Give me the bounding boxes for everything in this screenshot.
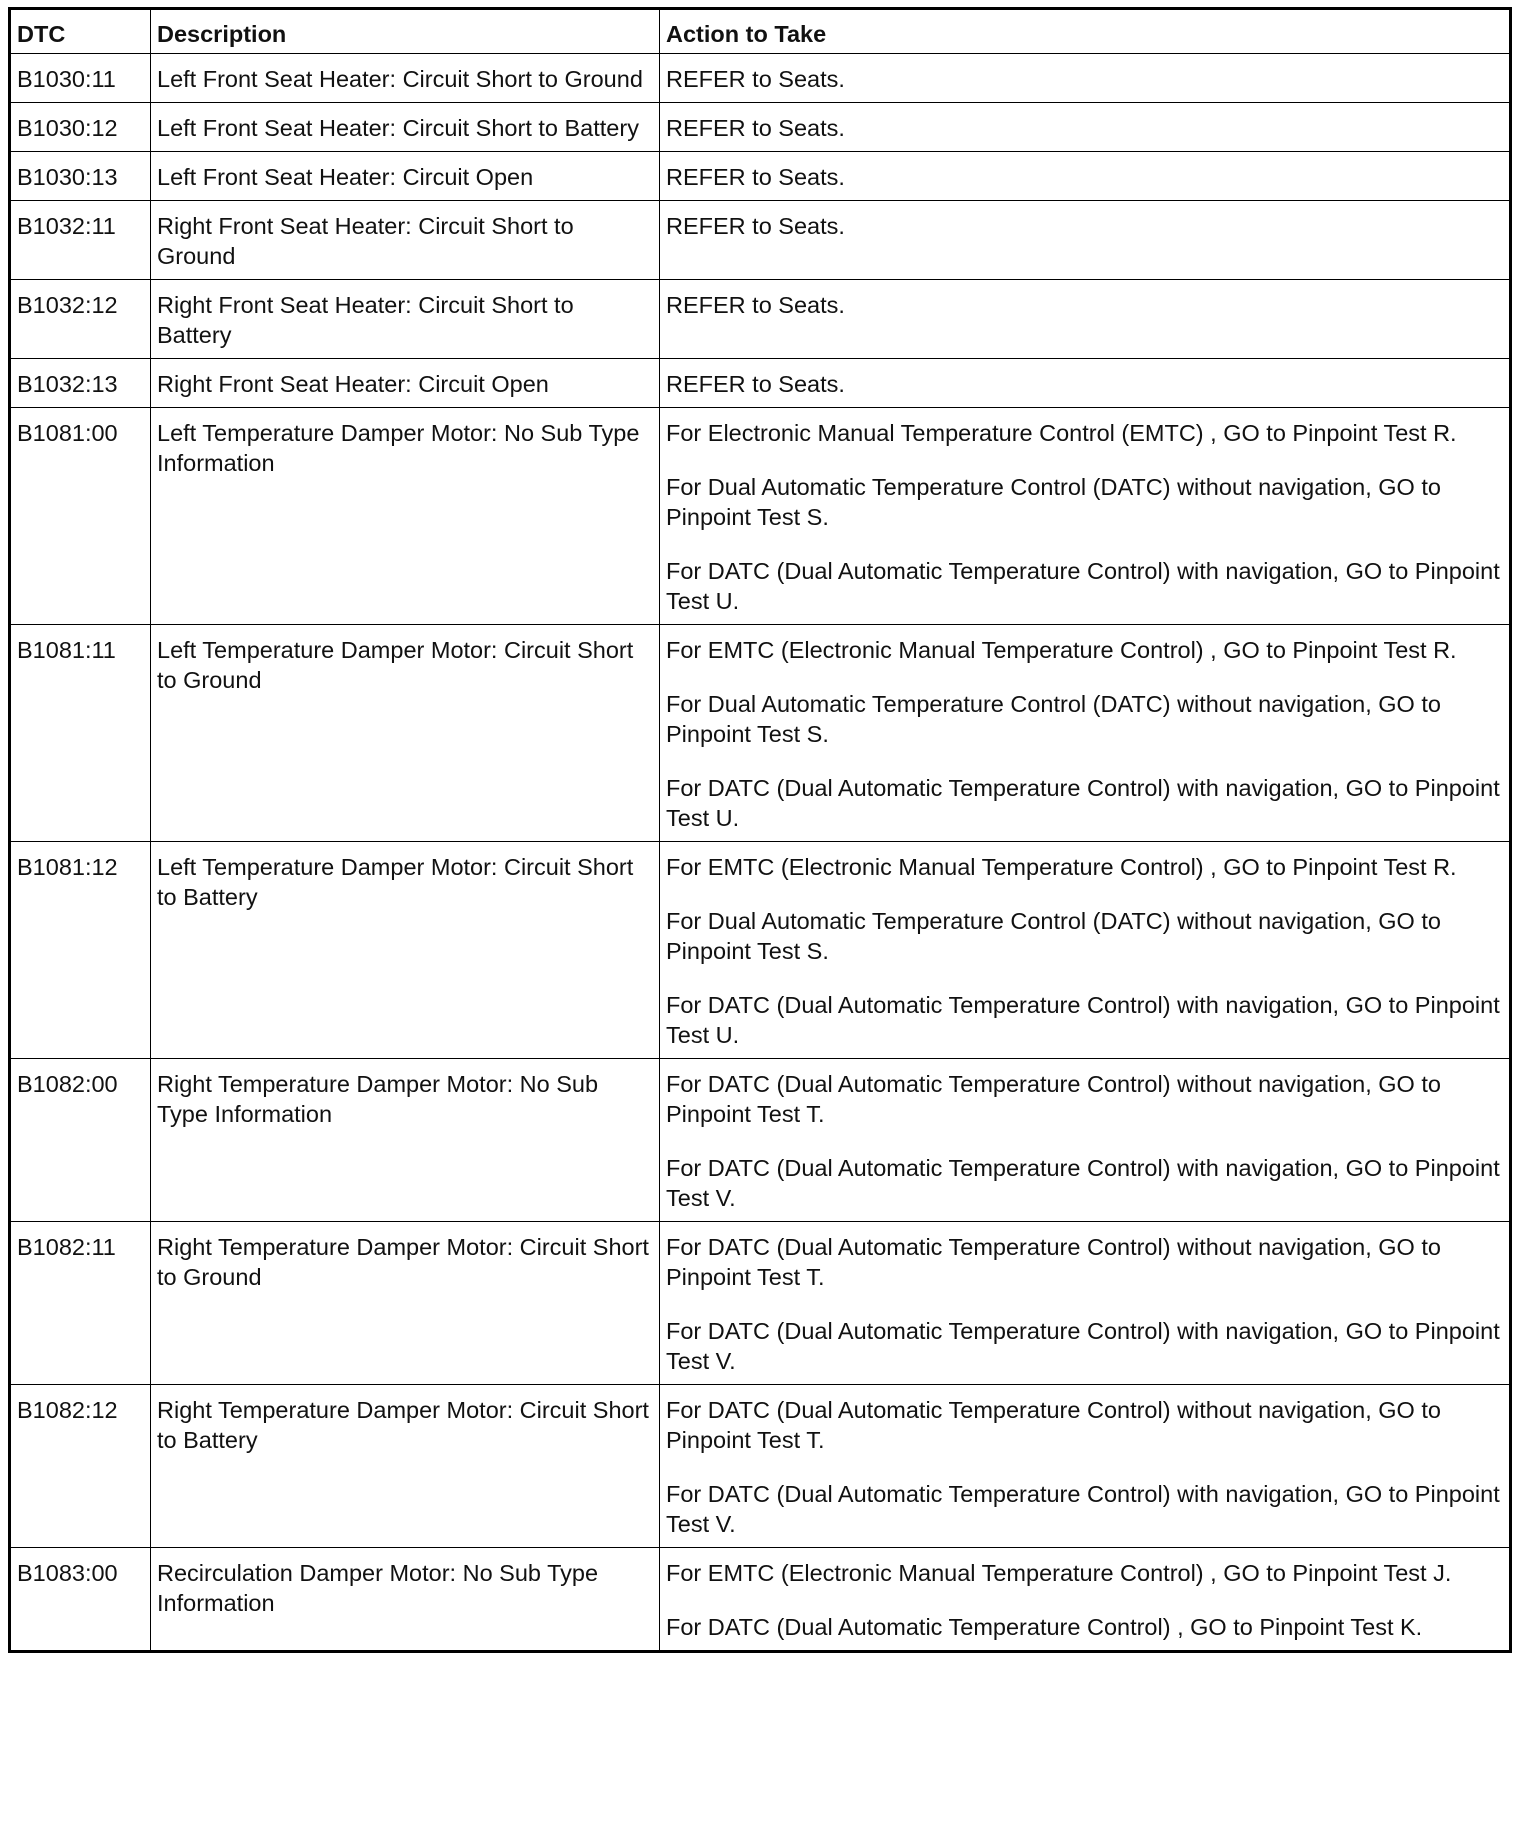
action-text: REFER to Seats. xyxy=(666,115,845,141)
dtc-code-cell: B1030:11 xyxy=(10,54,151,103)
action-text: For DATC (Dual Automatic Temperature Control) without navigation, GO to Pinpoint Test T. xyxy=(666,1397,1441,1453)
action-cell xyxy=(660,280,1511,359)
dtc-code-cell: B1081:11 xyxy=(10,625,151,842)
action-text: For DATC (Dual Automatic Temperature Control) with navigation, GO to Pinpoint Test U. xyxy=(666,775,1500,831)
action-text: For Electronic Manual Temperature Control (EMTC) , GO to Pinpoint Test R. xyxy=(666,420,1457,446)
table-row xyxy=(10,1385,1511,1548)
action-text: REFER to Seats. xyxy=(666,292,845,318)
dtc-code-cell: B1032:11 xyxy=(10,201,151,280)
table-row xyxy=(10,201,1511,280)
action-text: REFER to Seats. xyxy=(666,66,845,92)
table-header xyxy=(10,9,1511,54)
action-cell xyxy=(660,842,1511,1059)
dtc-code-cell: B1083:00 xyxy=(10,1548,151,1652)
table-row xyxy=(10,408,1511,625)
action-text: For DATC (Dual Automatic Temperature Control) without navigation, GO to Pinpoint Test T. xyxy=(666,1071,1441,1127)
table-body xyxy=(10,54,1511,1652)
action-text: For Dual Automatic Temperature Control (DATC) without navigation, GO to Pinpoint Test S. xyxy=(666,691,1441,747)
action-cell xyxy=(660,625,1511,842)
table-row xyxy=(10,625,1511,842)
dtc-code-cell: B1030:12 xyxy=(10,103,151,152)
dtc-code-cell: B1082:11 xyxy=(10,1222,151,1385)
action-text: For Dual Automatic Temperature Control (DATC) without navigation, GO to Pinpoint Test S. xyxy=(666,908,1441,964)
dtc-code-cell: B1032:13 xyxy=(10,359,151,408)
table-row xyxy=(10,103,1511,152)
description-cell: Right Temperature Damper Motor: No Sub Type Information xyxy=(151,1059,660,1222)
description-cell: Left Temperature Damper Motor: Circuit Short to Ground xyxy=(151,625,660,842)
table-row xyxy=(10,1222,1511,1385)
table-row xyxy=(10,152,1511,201)
action-text: REFER to Seats. xyxy=(666,213,845,239)
description-cell: Left Temperature Damper Motor: Circuit Short to Battery xyxy=(151,842,660,1059)
table-row xyxy=(10,359,1511,408)
description-cell: Right Temperature Damper Motor: Circuit Short to Battery xyxy=(151,1385,660,1548)
dtc-table xyxy=(8,7,1512,1653)
action-text: For DATC (Dual Automatic Temperature Control) with navigation, GO to Pinpoint Test V. xyxy=(666,1318,1500,1374)
description-cell: Right Temperature Damper Motor: Circuit Short to Ground xyxy=(151,1222,660,1385)
action-text: For DATC (Dual Automatic Temperature Control) without navigation, GO to Pinpoint Test T. xyxy=(666,1234,1441,1290)
column-header-action: Action to Take xyxy=(660,9,1511,54)
table-row xyxy=(10,1059,1511,1222)
action-text: For EMTC (Electronic Manual Temperature Control) , GO to Pinpoint Test R. xyxy=(666,637,1457,663)
table-row xyxy=(10,280,1511,359)
action-text: For DATC (Dual Automatic Temperature Control) with navigation, GO to Pinpoint Test U. xyxy=(666,992,1500,1048)
dtc-code-cell: B1030:13 xyxy=(10,152,151,201)
description-cell: Left Temperature Damper Motor: No Sub Type Information xyxy=(151,408,660,625)
description-cell: Left Front Seat Heater: Circuit Short to Battery xyxy=(151,103,660,152)
action-cell xyxy=(660,103,1511,152)
header-row xyxy=(10,9,1511,54)
description-cell: Right Front Seat Heater: Circuit Open xyxy=(151,359,660,408)
description-cell: Right Front Seat Heater: Circuit Short to Ground xyxy=(151,201,660,280)
description-cell: Left Front Seat Heater: Circuit Short to Ground xyxy=(151,54,660,103)
action-cell xyxy=(660,201,1511,280)
dtc-code-cell: B1082:00 xyxy=(10,1059,151,1222)
action-text: For DATC (Dual Automatic Temperature Control) with navigation, GO to Pinpoint Test V. xyxy=(666,1481,1500,1537)
action-text: REFER to Seats. xyxy=(666,371,845,397)
dtc-code-cell: B1082:12 xyxy=(10,1385,151,1548)
dtc-code-cell: B1032:12 xyxy=(10,280,151,359)
action-text: For Dual Automatic Temperature Control (DATC) without navigation, GO to Pinpoint Test S. xyxy=(666,474,1441,530)
description-cell: Recirculation Damper Motor: No Sub Type Information xyxy=(151,1548,660,1652)
dtc-code-cell: B1081:12 xyxy=(10,842,151,1059)
action-text: For EMTC (Electronic Manual Temperature Control) , GO to Pinpoint Test J. xyxy=(666,1560,1452,1586)
column-header-dtc: DTC xyxy=(10,9,151,54)
action-cell xyxy=(660,1222,1511,1385)
table-row xyxy=(10,54,1511,103)
action-cell xyxy=(660,1059,1511,1222)
column-header-description: Description xyxy=(151,9,660,54)
action-text: For EMTC (Electronic Manual Temperature Control) , GO to Pinpoint Test R. xyxy=(666,854,1457,880)
action-text: For DATC (Dual Automatic Temperature Control) with navigation, GO to Pinpoint Test U. xyxy=(666,558,1500,614)
action-text: REFER to Seats. xyxy=(666,164,845,190)
description-cell: Left Front Seat Heater: Circuit Open xyxy=(151,152,660,201)
table-row xyxy=(10,842,1511,1059)
action-cell xyxy=(660,1548,1511,1652)
action-cell xyxy=(660,54,1511,103)
action-cell xyxy=(660,408,1511,625)
description-cell: Right Front Seat Heater: Circuit Short to Battery xyxy=(151,280,660,359)
action-cell xyxy=(660,152,1511,201)
action-text: For DATC (Dual Automatic Temperature Control) with navigation, GO to Pinpoint Test V. xyxy=(666,1155,1500,1211)
table-row xyxy=(10,1548,1511,1652)
action-text: For DATC (Dual Automatic Temperature Control) , GO to Pinpoint Test K. xyxy=(666,1614,1423,1640)
dtc-code-cell: B1081:00 xyxy=(10,408,151,625)
action-cell xyxy=(660,1385,1511,1548)
action-cell xyxy=(660,359,1511,408)
